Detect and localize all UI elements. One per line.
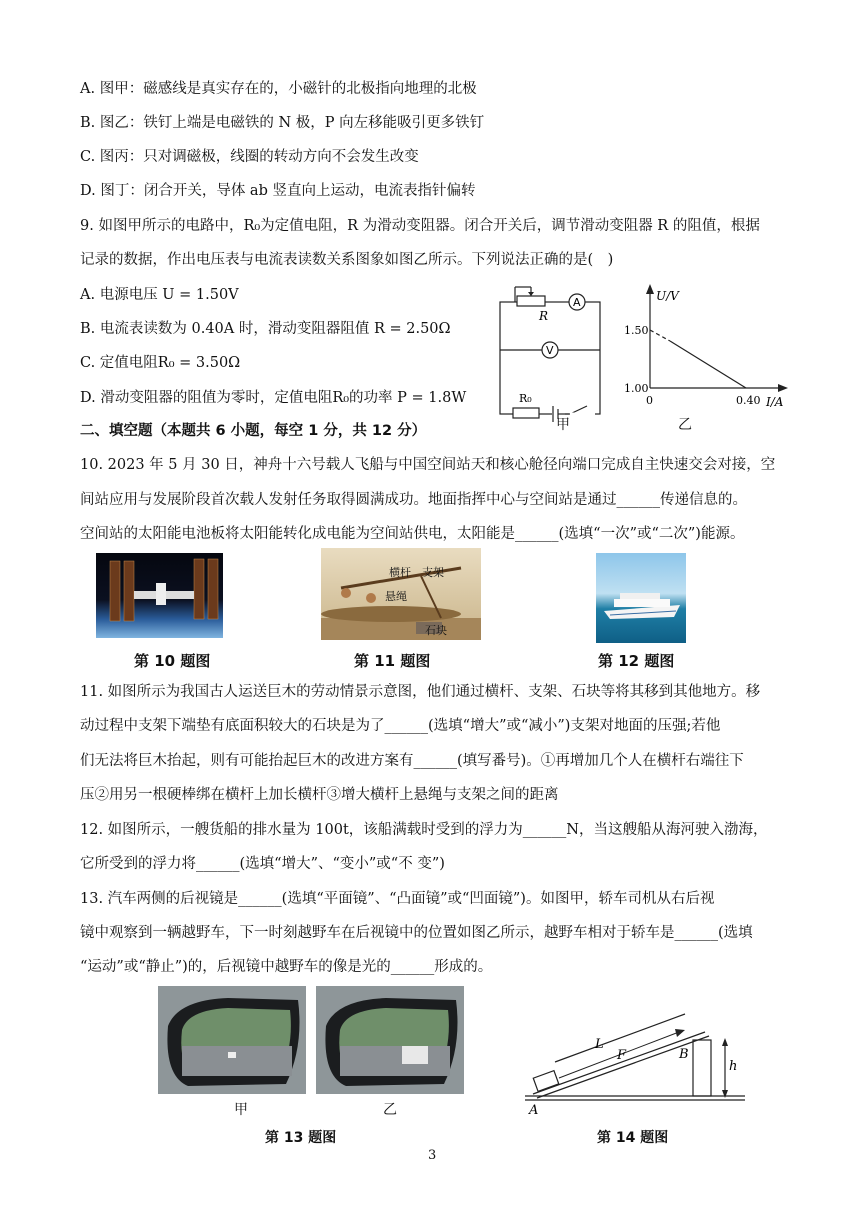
question-13-line1: 13. 汽车两侧的后视镜是______(选填“平面镜”、“凸面镜”或“凹面镜”)。如图甲，轿车司机从右后视 [80, 891, 715, 907]
y-axis-label: U/V [656, 289, 679, 303]
question-12-line2: 它所受到的浮力将______(选填“增大”、“变小”或“不 变”) [80, 856, 445, 872]
label-bracket: 支架 [422, 566, 444, 579]
incline-diagram [515, 1008, 750, 1120]
option-d-q8: D. 图丁：闭合开关，导体 ab 竖直向上运动，电流表指针偏转 [80, 183, 476, 199]
label-stone: 石块 [425, 624, 447, 637]
voltmeter-label: V [546, 344, 554, 357]
label-F: F [617, 1048, 627, 1063]
graph-caption: 乙 [678, 417, 692, 433]
option-a-q8: A. 图甲：磁感线是真实存在的，小磁针的北极指向地理的北极 [80, 81, 477, 97]
caption-q12: 第 12 题图 [598, 652, 675, 670]
label-h: h [729, 1059, 738, 1074]
label-L: L [595, 1037, 604, 1052]
ammeter-label: A [573, 296, 581, 309]
label-A: A [529, 1103, 539, 1118]
data-line [670, 341, 746, 388]
option-c-q8: C. 图丙：只对调磁极，线圈的转动方向不会发生改变 [80, 149, 419, 165]
label-B: B [679, 1047, 689, 1062]
x-tick-end: 0.40 [736, 394, 761, 407]
mirror-photo-jia [158, 986, 306, 1094]
option-c-q9: C. 定值电阻R₀ = 3.50Ω [80, 355, 241, 371]
question-10-line3: 空间站的太阳能电池板将太阳能转化成电能为空间站供电，太阳能是______(选填“一次”或“二次”)能源。 [80, 526, 745, 542]
section-title: 二、填空题（本题共 6 小题，每空 1 分，共 12 分） [80, 423, 427, 439]
ancient-log-transport-photo [321, 548, 481, 640]
question-11-line1: 11. 如图所示为我国古人运送巨木的劳动情景示意图，他们通过横杆、支架、石块等将其移到其他地方。移 [80, 684, 761, 700]
label-rope: 悬绳 [385, 590, 407, 603]
caption-q11: 第 11 题图 [354, 652, 431, 670]
question-11-line3: 们无法将巨木抬起，则有可能抬起巨木的改进方案有______(填写番号)。①再增加几个人在横杆右端往下 [80, 753, 744, 769]
y-tick-bottom: 1.00 [624, 382, 649, 395]
cargo-ship-photo [596, 553, 686, 643]
option-b-q9: B. 电流表读数为 0.40A 时，滑动变阻器阻值 R = 2.50Ω [80, 321, 451, 337]
question-10-line2: 间站应用与发展阶段首次载人发射任务取得圆满成功。地面指挥中心与空间站是通过______传递信息的。 [80, 492, 747, 508]
x-tick-zero: 0 [646, 394, 653, 407]
mirror-photo-yi [316, 986, 464, 1094]
question-13-line3: “运动”或“静止”)的，后视镜中越野车的像是光的______形成的。 [80, 959, 493, 975]
option-a-q9: A. 电源电压 U = 1.50V [80, 287, 239, 303]
question-10-line1: 10. 2023 年 5 月 30 日，神舟十六号载人飞船与中国空间站天和核心舱径向端口完成自主快速交会对接，空 [80, 457, 776, 473]
question-9-stem-2: 记录的数据，作出电压表与电流表读数关系图象如图乙所示。下列说法正确的是( ) [80, 252, 614, 268]
caption-q13: 第 13 题图 [265, 1130, 337, 1146]
x-axis-label: I/A [766, 395, 784, 409]
label-crossbar: 横杆 [389, 566, 411, 579]
caption-mirror-jia: 甲 [234, 1102, 248, 1118]
option-b-q8: B. 图乙：铁钉上端是电磁铁的 N 极，P 向左移能吸引更多铁钉 [80, 115, 485, 131]
y-tick-top: 1.50 [624, 324, 649, 337]
caption-q10: 第 10 题图 [134, 652, 211, 670]
question-11-line4: 压②用另一根硬棒绑在横杆上加长横杆③增大横杆上悬绳与支架之间的距离 [80, 787, 559, 803]
u-i-graph [620, 282, 795, 412]
question-12-line1: 12. 如图所示，一艘货船的排水量为 100t，该船满载时受到的浮力为______N，当这艘船从海河驶入渤海， [80, 822, 768, 838]
page-number: 3 [428, 1148, 437, 1163]
question-9-stem: 9. 如图甲所示的电路中，R₀为定值电阻，R 为滑动变阻器。闭合开关后，调节滑动变阻器 R 的阻值，根据 [80, 218, 760, 234]
label-R0: R₀ [519, 392, 532, 405]
circuit-diagram [495, 282, 610, 432]
label-R: R [539, 309, 549, 323]
question-11-line2: 动过程中支架下端垫有底面积较大的石块是为了______(选填“增大”或“减小”)支架对地面的压强;若他 [80, 718, 721, 734]
option-d-q9: D. 滑动变阻器的阻值为零时，定值电阻R₀的功率 P = 1.8W [80, 390, 467, 406]
caption-q14: 第 14 题图 [597, 1130, 669, 1146]
space-station-photo [96, 553, 223, 638]
caption-mirror-yi: 乙 [383, 1102, 397, 1118]
circuit-caption: 甲 [556, 417, 570, 433]
question-13-line2: 镜中观察到一辆越野车，下一时刻越野车在后视镜中的位置如图乙所示，越野车相对于轿车是______(选填 [80, 925, 753, 941]
dashed-extension [650, 330, 670, 341]
